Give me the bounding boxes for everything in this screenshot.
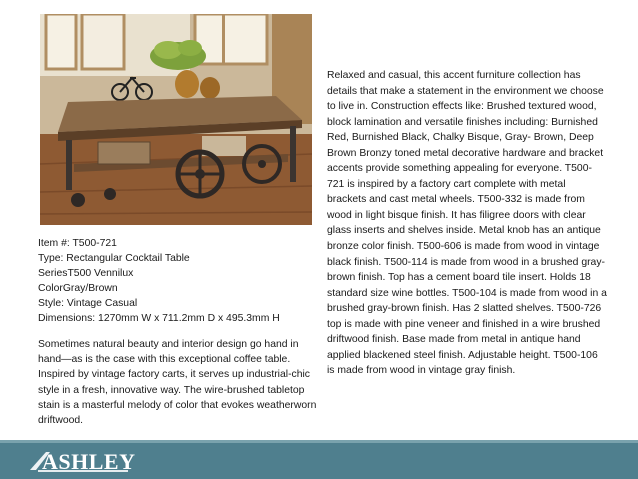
logo-text: ASHLEY — [42, 449, 136, 474]
product-specs — [38, 236, 318, 326]
product-photo — [40, 14, 312, 225]
spec-color: ColorGray/Brown — [38, 283, 118, 294]
spec-style: Style: Vintage Casual — [38, 298, 138, 309]
spec-type: Type: Rectangular Cocktail Table — [38, 253, 190, 264]
spec-item-number: Item #: T500-721 — [38, 238, 117, 249]
cocktail-table-image — [40, 14, 312, 225]
product-intro-paragraph: Sometimes natural beauty and interior design go hand in hand—as is the case with this exceptional coffee table. Inspired by vintage factory carts, it serves up industrial-chic style in a fresh, innovative way. The wire-brushed tabletop stain is a masterful melody of color that evokes weatherworn driftwood. — [38, 339, 317, 427]
spec-dimensions: Dimensions: 1270mm W x 711.2mm D x 495.3mm H — [38, 313, 280, 324]
collection-description: Relaxed and casual, this accent furniture collection has details that make a statement in the environment we choose to live in. Construction effects like: Brushed textured wood, block lamination and versatile finishes including: Burnished Red, Burnished Black, Chalky Bisque, Gray- Brown, Deep Brown Bronzy toned metal decorative hardware and bracket accents provide something appealing for everyone. T500-721 is inspired by a factory cart complete with metal brackets and cast metal wheels. T500-332 is made from wood in light bisque finish. It has filigree doors with clear glass inserts and shelves inside. Metal knob has an antique bronze color finish. T500-606 is made from wood in vintage black finish. T500-114 is made from wood in a brushed gray-brown finish. Top has a cement board tile insert. Holds 18 standard size wine bottles. T500-104 is made from wood in a brushed gray-brown finish. Has 2 slatted shelves. T500-726 top is made with pine veneer and finished in a wire brushed driftwood finish. Base made from metal in antique hand applied blackened steel finish. Adjustable height. T500-106 is made from wood in vintage gray finish. — [327, 70, 607, 377]
footer-strip — [0, 440, 638, 443]
spec-series: SeriesT500 Vennilux — [38, 268, 134, 279]
ashley-logo — [30, 448, 136, 474]
